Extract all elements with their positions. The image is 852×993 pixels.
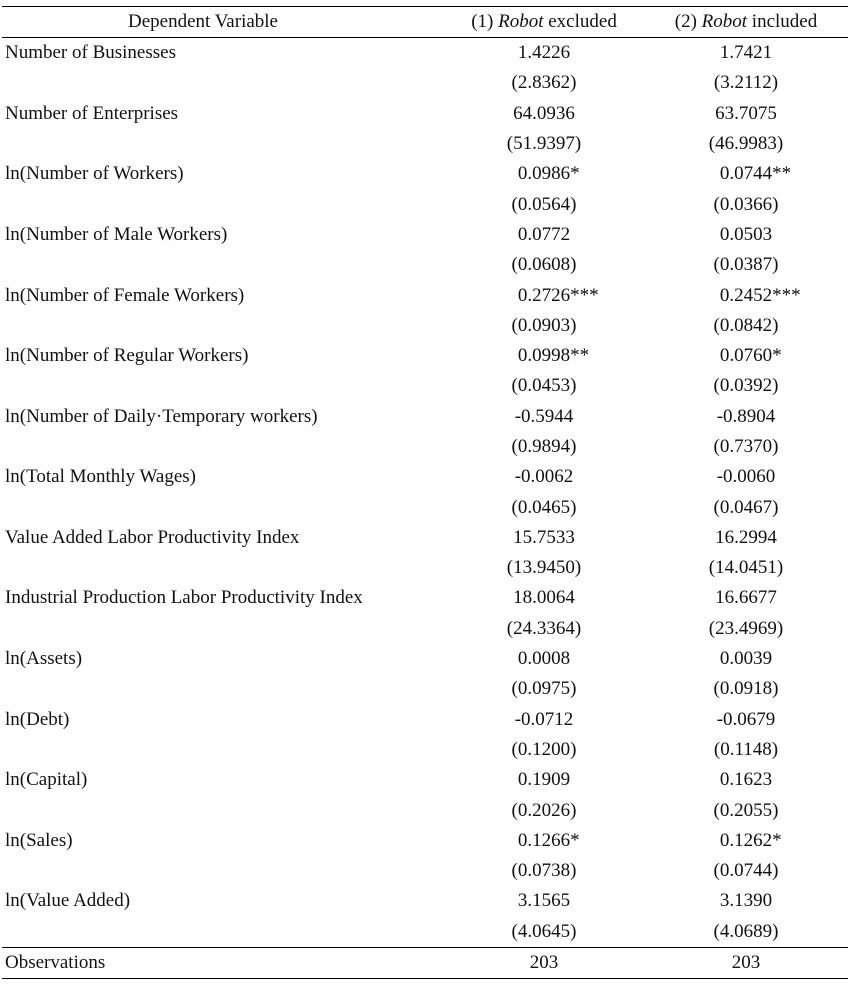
standard-error-row [2, 68, 848, 98]
estimate-value-wrap [518, 224, 570, 246]
estimate-value-wrap [518, 769, 570, 791]
standard-error-col2: (0.0918) [713, 678, 779, 700]
variable-label: Number of Businesses [5, 42, 176, 64]
variable-label: ln(Total Monthly Wages) [5, 466, 196, 488]
estimate-col2 [644, 765, 848, 795]
variable-label: ln(Sales) [5, 829, 73, 851]
significance-stars: * [570, 163, 580, 185]
standard-error-row [2, 674, 848, 704]
estimate-value-wrap [515, 406, 574, 428]
observations-col1: 203 [444, 947, 644, 978]
standard-error-col2: (0.2055) [713, 799, 779, 821]
estimate-value: 3.1390 [719, 890, 773, 912]
estimate-col2 [644, 523, 848, 553]
column-1-italic: Robot [498, 11, 544, 32]
estimate-col2 [644, 159, 848, 189]
standard-error-row [2, 795, 848, 825]
observations-label: Observations [2, 947, 444, 978]
estimate-col2 [644, 583, 848, 613]
estimate-value: 15.7533 [513, 526, 575, 548]
empty-label-cell [2, 856, 444, 886]
estimate-row [2, 462, 848, 492]
standard-error-col1: (0.0465) [511, 496, 577, 518]
empty-label-cell [2, 311, 444, 341]
standard-error-col1: (51.9397) [506, 133, 582, 155]
standard-error-col1: (2.8362) [511, 72, 577, 94]
estimate-col1 [444, 99, 644, 129]
standard-error-col1: (0.0975) [511, 678, 577, 700]
empty-label-cell [2, 250, 444, 280]
standard-error-col2: (46.9983) [708, 133, 784, 155]
estimate-value-wrap [717, 709, 776, 731]
standard-error-row [2, 432, 848, 462]
estimate-row [2, 705, 848, 735]
estimate-value: 0.0503 [719, 223, 773, 245]
estimate-value: 16.6677 [715, 587, 777, 609]
estimate-value: -0.0679 [716, 708, 776, 730]
estimate-value-wrap [515, 466, 574, 488]
standard-error-col1: (0.0608) [511, 254, 577, 276]
estimate-value-wrap [720, 769, 772, 791]
estimate-col1 [444, 220, 644, 250]
estimate-value-wrap [513, 103, 575, 125]
estimate-value: -0.0060 [716, 466, 776, 488]
standard-error-col1: (0.0453) [511, 375, 577, 397]
variable-label: ln(Number of Male Workers) [5, 223, 228, 245]
standard-error-col1: (0.9894) [511, 436, 577, 457]
standard-error-row [2, 129, 848, 159]
estimate-value: 0.1623 [719, 769, 773, 791]
standard-error-col2: (23.4969) [708, 617, 784, 639]
standard-error-col2: (3.2112) [713, 72, 779, 94]
empty-label-cell [2, 674, 444, 704]
empty-label-cell [2, 68, 444, 98]
estimate-col1 [444, 38, 644, 69]
empty-label-cell [2, 432, 444, 462]
standard-error-row [2, 189, 848, 219]
regression-results-table [2, 6, 848, 979]
estimate-col2 [644, 220, 848, 250]
estimate-value-wrap [515, 709, 574, 731]
estimate-value-wrap [513, 527, 575, 549]
estimate-col1 [444, 705, 644, 735]
empty-label-cell [2, 917, 444, 948]
observations-col2: 203 [644, 947, 848, 978]
estimate-value: 3.1565 [517, 890, 571, 912]
estimate-value-wrap [518, 648, 570, 670]
variable-label: Value Added Labor Productivity Index [5, 526, 300, 548]
estimate-value: 1.7421 [719, 42, 773, 64]
variable-label: ln(Debt) [5, 708, 70, 730]
standard-error-col1: (24.3364) [506, 617, 582, 639]
estimate-value-wrap [517, 163, 580, 185]
estimate-value-wrap [518, 890, 570, 912]
empty-label-cell [2, 735, 444, 765]
variable-label: ln(Number of Female Workers) [5, 284, 245, 306]
estimate-row [2, 99, 848, 129]
estimate-value-wrap [517, 829, 580, 852]
standard-error-col2: (0.0387) [713, 254, 779, 276]
estimate-value-wrap [717, 406, 776, 428]
estimate-value-wrap [719, 284, 801, 307]
standard-error-col1: (13.9450) [506, 557, 582, 579]
estimate-value: 16.2994 [715, 526, 777, 548]
estimate-col1 [444, 462, 644, 492]
estimate-col2 [644, 38, 848, 69]
estimate-col1 [444, 583, 644, 613]
column-2-suffix: included [747, 11, 818, 32]
estimate-value-wrap [518, 42, 570, 64]
estimate-row [2, 644, 848, 674]
estimate-value-wrap [720, 224, 772, 246]
estimate-row [2, 220, 848, 250]
estimate-col2 [644, 644, 848, 674]
standard-error-row [2, 856, 848, 886]
estimate-value: 0.2726 [517, 284, 571, 306]
estimate-col1 [444, 402, 644, 432]
standard-error-col1: (0.0738) [511, 860, 577, 882]
header-row [2, 7, 848, 38]
estimate-row [2, 765, 848, 795]
standard-error-row [2, 311, 848, 341]
significance-stars: * [772, 345, 782, 367]
estimate-col1 [444, 644, 644, 674]
standard-error-row [2, 492, 848, 522]
estimate-value-wrap [719, 829, 782, 852]
estimate-value: -0.8904 [716, 405, 776, 427]
standard-error-col2: (0.0392) [713, 375, 779, 397]
empty-label-cell [2, 492, 444, 522]
estimate-value-wrap [715, 527, 777, 549]
empty-label-cell [2, 614, 444, 644]
standard-error-col2: (0.1148) [713, 738, 779, 760]
estimate-value-wrap [719, 163, 792, 185]
estimate-col2 [644, 826, 848, 856]
variable-label: ln(Assets) [5, 648, 83, 670]
standard-error-row [2, 371, 848, 401]
estimate-value-wrap [715, 587, 777, 609]
estimate-value-wrap [517, 284, 599, 307]
estimate-value: 0.0744 [719, 163, 773, 185]
column-2-italic: Robot [701, 11, 748, 32]
estimate-col2 [644, 462, 848, 492]
estimate-row [2, 402, 848, 432]
significance-stars: ** [772, 163, 792, 185]
estimate-value: 0.0986 [517, 163, 571, 185]
estimate-col1 [444, 765, 644, 795]
estimate-col2 [644, 341, 848, 371]
estimate-value-wrap [720, 42, 772, 64]
estimate-row [2, 280, 848, 310]
standard-error-col2: (14.0451) [708, 557, 784, 579]
estimate-col1 [444, 886, 644, 916]
estimate-value: 0.0998 [517, 345, 571, 367]
column-2-prefix: (2) [674, 11, 702, 32]
variable-label: ln(Number of Workers) [5, 163, 184, 185]
empty-label-cell [2, 129, 444, 159]
significance-stars: * [772, 829, 782, 851]
standard-error-row [2, 553, 848, 583]
significance-stars: ** [570, 345, 590, 367]
empty-label-cell [2, 189, 444, 219]
estimate-value: 0.0772 [517, 223, 571, 245]
estimate-value: -0.5944 [514, 405, 574, 427]
estimate-value-wrap [720, 890, 772, 912]
estimate-col2 [644, 280, 848, 310]
variable-label: ln(Number of Regular Workers) [5, 345, 249, 367]
estimate-col1 [444, 280, 644, 310]
column-1-header [444, 7, 644, 38]
estimate-value: 0.0008 [517, 648, 571, 670]
variable-label: ln(Capital) [5, 769, 88, 791]
estimate-value: -0.0062 [514, 466, 574, 488]
estimate-value: -0.0712 [514, 708, 574, 730]
estimate-row [2, 159, 848, 189]
estimate-value: 1.4226 [517, 42, 571, 64]
column-2-header [644, 7, 848, 38]
estimate-row [2, 523, 848, 553]
estimate-value: 0.1266 [517, 829, 571, 851]
standard-error-row [2, 614, 848, 644]
standard-error-col1: (0.1200) [511, 738, 577, 760]
estimate-value-wrap [719, 345, 782, 367]
estimate-col1 [444, 341, 644, 371]
table-body [2, 38, 848, 979]
standard-error-col1: (0.0564) [511, 193, 577, 215]
estimate-col1 [444, 523, 644, 553]
estimate-col2 [644, 402, 848, 432]
empty-label-cell [2, 553, 444, 583]
estimate-value: 63.7075 [715, 102, 777, 124]
estimate-value-wrap [517, 345, 590, 367]
estimate-value: 0.0039 [719, 648, 773, 670]
estimate-value: 18.0064 [513, 587, 575, 609]
standard-error-col2: (0.0744) [713, 860, 779, 882]
estimate-value-wrap [513, 587, 575, 609]
variable-label: ln(Number of Daily·Temporary workers) [5, 405, 318, 427]
standard-error-row [2, 735, 848, 765]
estimate-col2 [644, 99, 848, 129]
estimate-row [2, 583, 848, 613]
standard-error-col1: (0.2026) [511, 799, 577, 821]
standard-error-col2: (0.0842) [713, 314, 779, 336]
regression-table-container [0, 6, 852, 993]
standard-error-row [2, 250, 848, 280]
estimate-value: 64.0936 [513, 102, 575, 124]
variable-label: Number of Enterprises [5, 102, 179, 124]
empty-label-cell [2, 371, 444, 401]
estimate-col1 [444, 826, 644, 856]
estimate-col2 [644, 705, 848, 735]
significance-stars: * [570, 829, 580, 851]
column-1-prefix: (1) [471, 11, 499, 32]
estimate-value: 0.1909 [517, 769, 571, 791]
standard-error-col2: (0.7370) [713, 436, 779, 457]
variable-label: Industrial Production Labor Productivity Index [5, 587, 363, 609]
estimate-value-wrap [717, 466, 776, 488]
standard-error-col1: (0.0903) [511, 314, 577, 336]
estimate-row [2, 38, 848, 69]
standard-error-col1: (4.0645) [511, 920, 577, 942]
variable-label: ln(Value Added) [5, 890, 131, 912]
observations-row [2, 947, 848, 978]
estimate-row [2, 826, 848, 856]
column-1-suffix: excluded [543, 11, 617, 32]
estimate-row [2, 886, 848, 916]
empty-label-cell [2, 795, 444, 825]
standard-error-col2: (4.0689) [713, 920, 779, 942]
estimate-col1 [444, 159, 644, 189]
estimate-value: 0.1262 [719, 829, 773, 851]
dependent-variable-header: Dependent Variable [2, 7, 444, 38]
standard-error-col2: (0.0467) [713, 496, 779, 518]
estimate-col2 [644, 886, 848, 916]
estimate-value: 0.0760 [719, 345, 773, 367]
standard-error-col2: (0.0366) [713, 193, 779, 215]
standard-error-row [2, 917, 848, 948]
significance-stars: *** [772, 284, 801, 306]
estimate-row [2, 341, 848, 371]
significance-stars: *** [570, 284, 599, 306]
estimate-value: 0.2452 [719, 284, 773, 306]
estimate-value-wrap [720, 648, 772, 670]
table-header [2, 7, 848, 38]
estimate-value-wrap [715, 103, 777, 125]
